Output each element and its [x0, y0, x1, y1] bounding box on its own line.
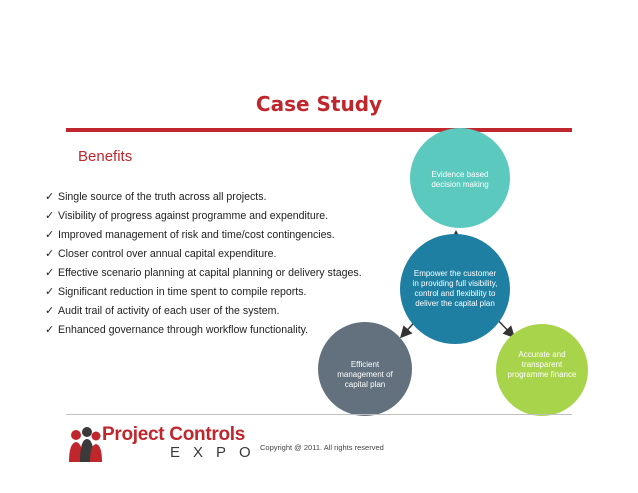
checkmark-icon: ✓	[45, 248, 55, 260]
benefit-item: ✓ Significant reduction in time spent to compile reports.	[45, 283, 365, 302]
logo-subtitle: EXPO	[170, 444, 264, 461]
benefit-item: ✓ Enhanced governance through workflow functionality.	[45, 321, 365, 340]
checkmark-icon: ✓	[45, 305, 55, 317]
benefit-item: ✓ Improved management of risk and time/cost contingencies.	[45, 226, 365, 245]
section-subtitle: Benefits	[78, 148, 133, 165]
copyright-text: Copyright @ 2011. All rights reserved	[260, 443, 384, 452]
benefit-item: ✓ Audit trail of activity of each user of the system.	[45, 302, 365, 321]
checkmark-icon: ✓	[45, 267, 55, 279]
people-logo-icon	[68, 426, 102, 464]
footer-divider	[66, 414, 572, 415]
checkmark-icon: ✓	[45, 191, 55, 203]
benefit-item: ✓ Closer control over annual capital expenditure.	[45, 245, 365, 264]
circle-efficient-management: Efficient management of capital plan	[318, 322, 412, 416]
project-controls-logo	[68, 424, 264, 464]
slide-title: Case Study	[255, 92, 383, 116]
benefit-item: ✓ Visibility of progress against programme and expenditure.	[45, 207, 365, 226]
benefit-item: ✓ Effective scenario planning at capital planning or delivery stages.	[45, 264, 365, 283]
logo-title: Project Controls	[102, 424, 245, 445]
circle-accurate-finance: Accurate and transparent programme finance	[496, 324, 588, 416]
circle-evidence-based: Evidence based decision making	[410, 128, 510, 228]
checkmark-icon: ✓	[45, 286, 55, 298]
checkmark-icon: ✓	[45, 229, 55, 241]
checkmark-icon: ✓	[45, 324, 55, 336]
circle-empower-customer: Empower the customer in providing full visibility, control and flexibility to deliver the capital plan	[400, 234, 510, 344]
checkmark-icon: ✓	[45, 210, 55, 222]
benefit-item: ✓ Single source of the truth across all projects.	[45, 188, 365, 207]
